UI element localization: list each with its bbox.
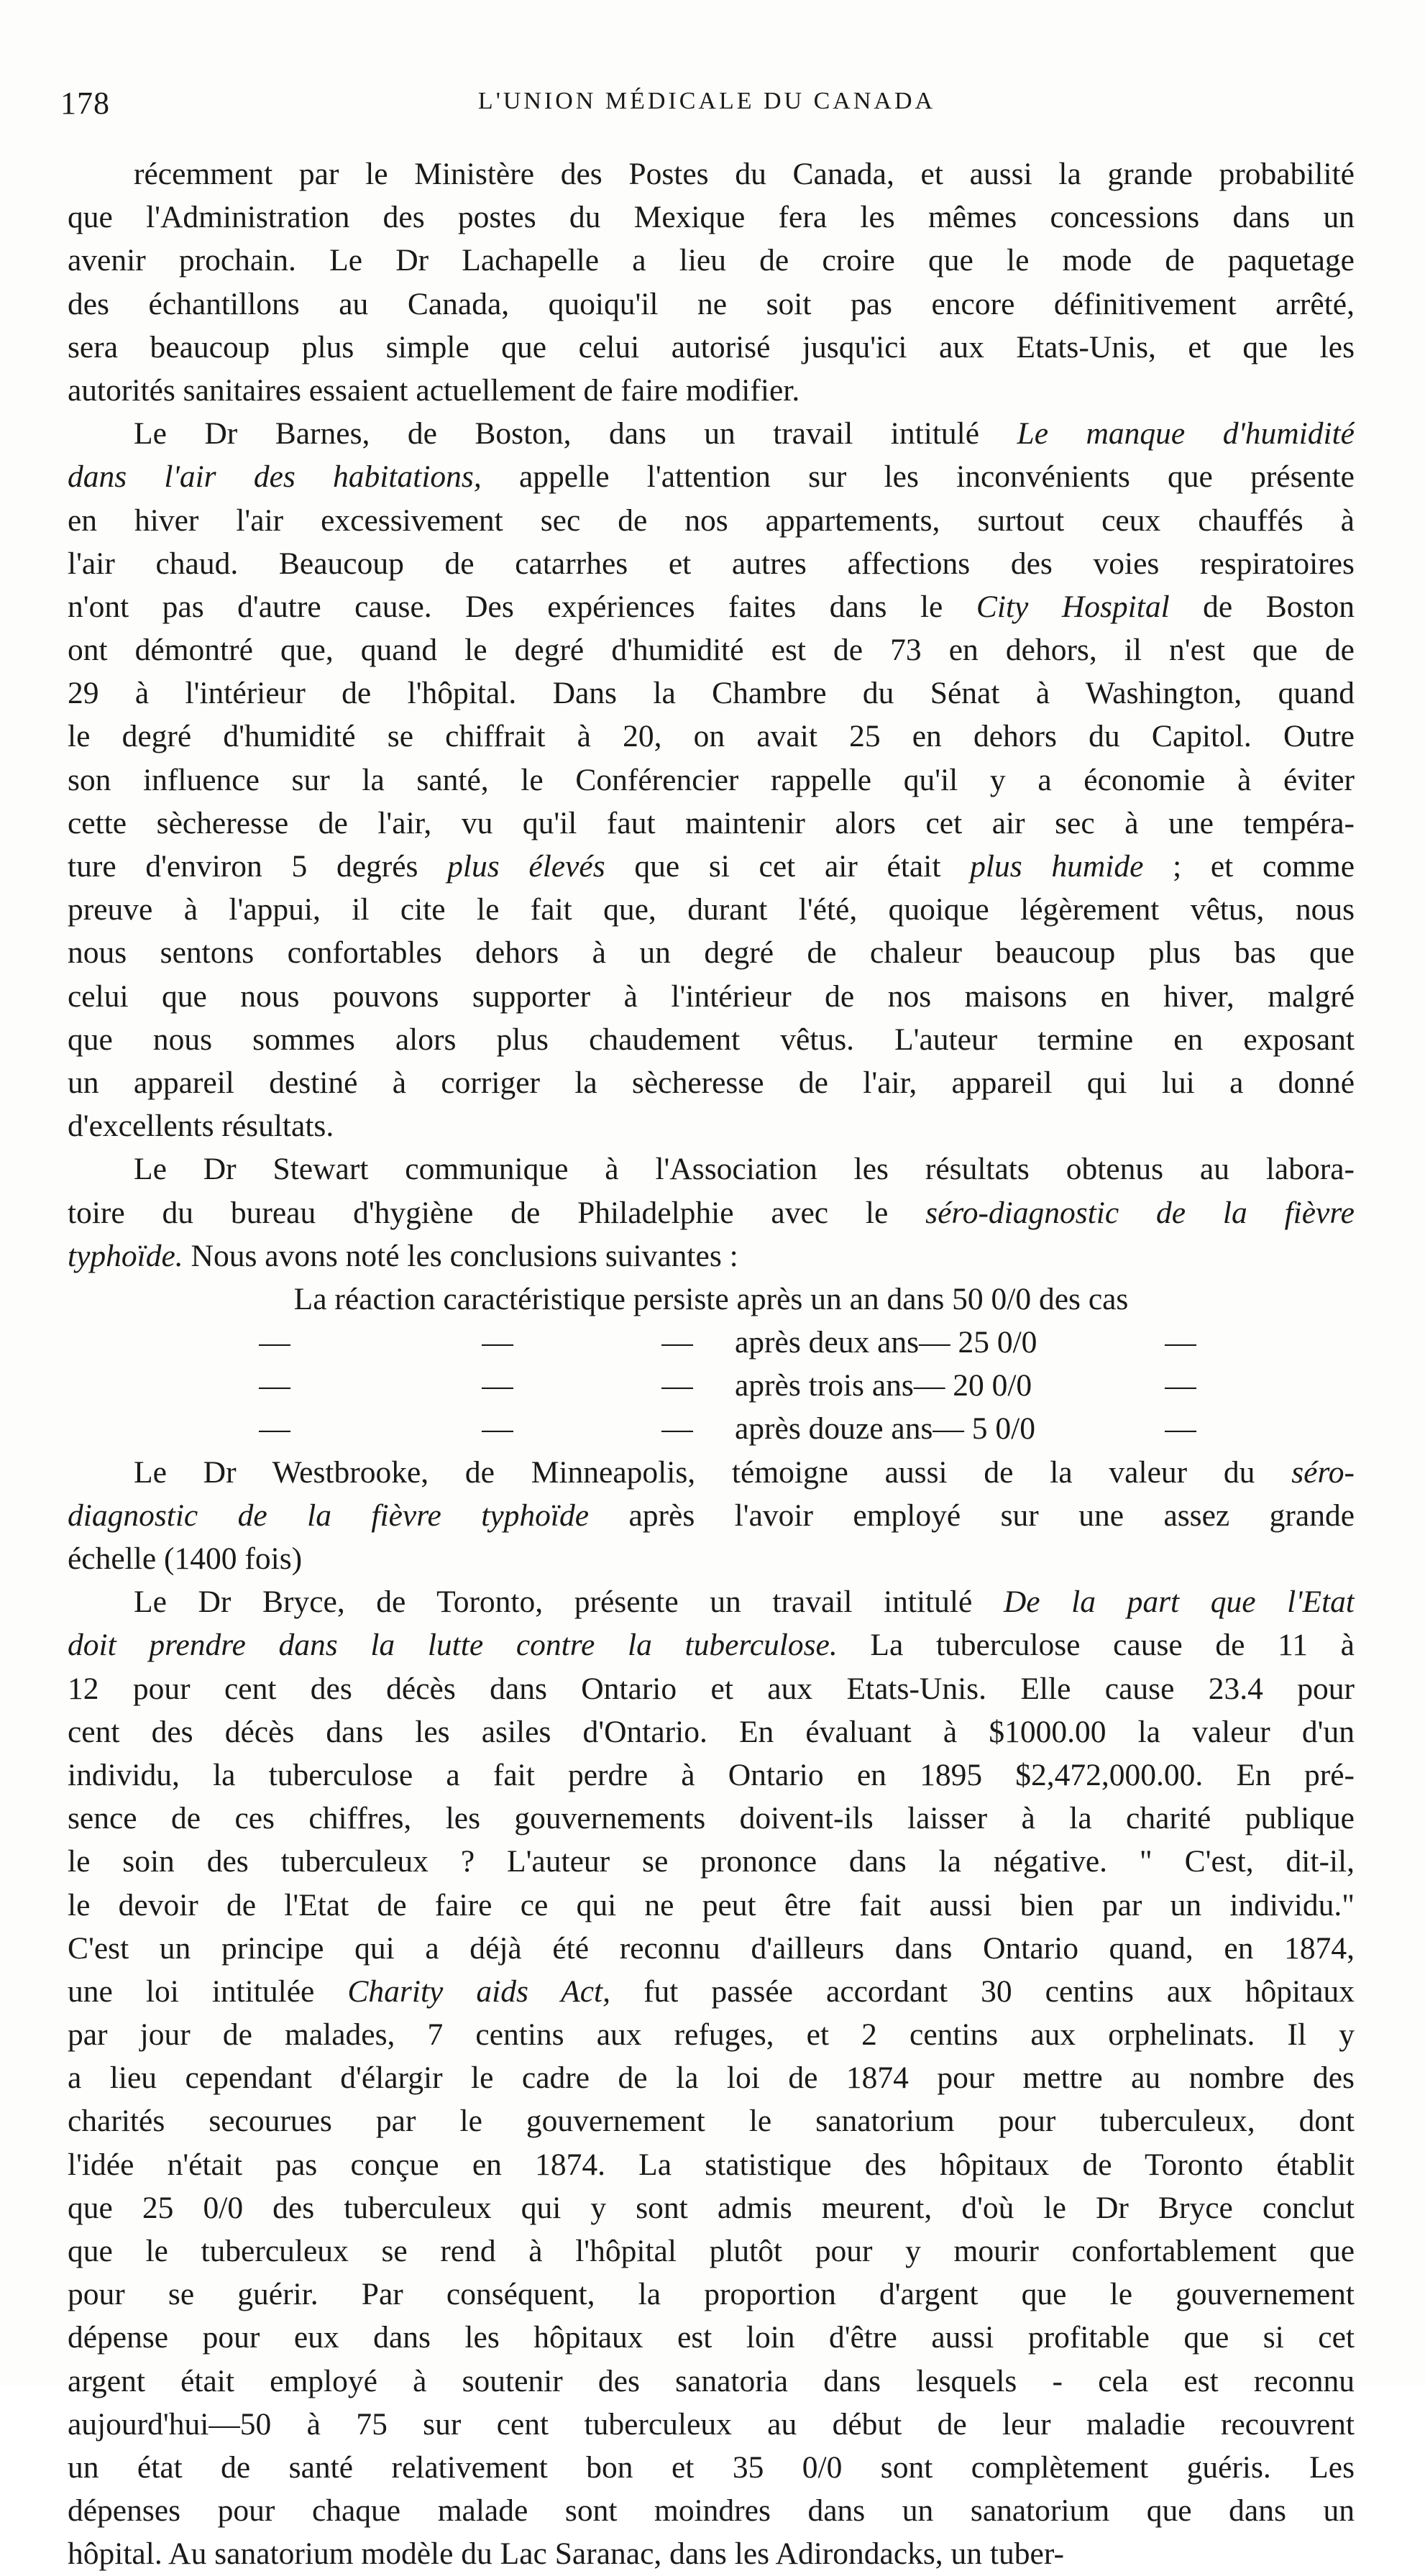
text-line: n'ont pas d'autre cause. Des expériences faites dans le City Hospital de Boston [68, 589, 1355, 624]
text-line: l'air chaud. Beaucoup de catarrhes et autres affections des voies respiratoires [68, 546, 1355, 581]
text-line: sera beaucoup plus simple que celui autorisé jusqu'ici aux Etats-Unis, et que les [68, 329, 1355, 365]
page-number: 178 [60, 86, 110, 121]
italic-title: plus élevés [447, 849, 605, 884]
text-line: Le Dr Stewart communique à l'Association les résultats obtenus au labora- [134, 1152, 1355, 1187]
text-line: autorités sanitaires essaient actuellement de faire modifier. [68, 372, 800, 408]
ditto-mark: — [1165, 1411, 1196, 1447]
running-title: L'UNION MÉDICALE DU CANADA [477, 88, 936, 114]
text-line: que le tuberculeux se rend à l'hôpital plutôt pour y mourir confortablement que [68, 2234, 1355, 2268]
ditto-mark: — [482, 1411, 513, 1447]
text-line: le soin des tuberculeux ? L'auteur se prononce dans la négative. " C'est, dit-il, [68, 1844, 1355, 1879]
text-line: ont démontré que, quand le degré d'humidité est de 73 en dehors, il n'est que de [68, 633, 1355, 668]
text-line: aujourd'hui—50 à 75 sur cent tuberculeux au début de leur maladie recouvrent [68, 2406, 1355, 2442]
ditto-mark: — [1165, 1368, 1196, 1403]
ditto-mark: — [661, 1411, 693, 1447]
italic-title: séro- [1291, 1454, 1355, 1490]
text-line: diagnostic de la fièvre typhoïde après l'avoir employé sur une assez grande [68, 1498, 1355, 1533]
italic-title: Charity aids Act, [347, 1974, 611, 2009]
text-line: nous sentons confortables dehors à un degré de chaleur beaucoup plus bas que [68, 935, 1355, 971]
text-line: avenir prochain. Le Dr Lachapelle a lieu de croire que le mode de paquetage [68, 243, 1355, 278]
text-line: doit prendre dans la lutte contre la tuberculose. La tuberculose cause de 11 à [68, 1628, 1355, 1663]
italic-title: doit prendre dans la lutte contre la tuberculose. [68, 1628, 838, 1663]
text-line: charités secourues par le gouvernement le sanatorium pour tuberculeux, dont [68, 2104, 1355, 2139]
table-first-row: La réaction caractéristique persiste après un an dans 50 0/0 des cas [293, 1281, 1129, 1316]
text-line: le devoir de l'Etat de faire ce qui ne peut être fait aussi bien par un individu." [68, 1887, 1355, 1922]
article-body [68, 152, 1355, 2576]
ditto-mark: — [661, 1368, 693, 1403]
ditto-mark: — [259, 1325, 290, 1360]
italic-title: séro-diagnostic de la fièvre [925, 1195, 1355, 1230]
text-line: typhoïde. Nous avons noté les conclusions suivantes : [68, 1238, 738, 1273]
text-line: Le Dr Barnes, de Boston, dans un travail intitulé Le manque d'humidité [134, 416, 1355, 452]
italic-title: Le manque d'humidité [1017, 416, 1355, 452]
text-line: que l'Administration des postes du Mexique fera les mêmes concessions dans un [68, 200, 1355, 235]
text-line: pour se guérir. Par conséquent, la proportion d'argent que le gouvernement [68, 2277, 1355, 2312]
ditto-mark: — [1165, 1325, 1196, 1360]
text-line: son influence sur la santé, le Conférencier rappelle qu'il y a économie à éviter [68, 762, 1355, 797]
text-line: argent était employé à soutenir des sanatoria dans lesquels - cela est reconnu [68, 2363, 1355, 2398]
table-row [68, 1407, 1355, 1450]
text-line: C'est un principe qui a déjà été reconnu d'ailleurs dans Ontario quand, en 1874, [68, 1930, 1355, 1966]
ditto-mark: — [259, 1411, 290, 1447]
text-line: des échantillons au Canada, quoiqu'il ne soit pas encore définitivement arrêté, [68, 286, 1355, 321]
text-line: Le Dr Westbrooke, de Minneapolis, témoigne aussi de la valeur du séro- [134, 1454, 1355, 1490]
text-line: dépenses pour chaque malade sont moindres dans un sanatorium que dans un [68, 2493, 1355, 2529]
paragraph [68, 1147, 1355, 1278]
italic-title: typhoïde. [68, 1238, 183, 1273]
ditto-mark: — [259, 1368, 290, 1403]
text-line: preuve à l'appui, il cite le fait que, durant l'été, quoique légèrement vêtus, nous [68, 892, 1355, 927]
text-line: échelle (1400 fois) [68, 1541, 303, 1576]
text-line: hôpital. Au sanatorium modèle du Lac Saranac, dans les Adirondacks, un tuber- [68, 2536, 1064, 2572]
ditto-mark: — [482, 1325, 513, 1360]
text-line: le degré d'humidité se chiffrait à 20, on avait 25 en dehors du Capitol. Outre [68, 719, 1355, 754]
ditto-mark: — [661, 1325, 693, 1360]
table-cell-value: après trois ans— 20 0/0 [735, 1368, 1032, 1403]
italic-title: City Hospital [976, 589, 1170, 624]
text-line: cette sècheresse de l'air, vu qu'il faut maintenir alors cet air sec à une tempéra- [68, 805, 1355, 840]
results-table [68, 1278, 1355, 1451]
text-line: sence de ces chiffres, les gouvernements doivent-ils laisser à la charité publique [68, 1801, 1355, 1836]
text-line: que nous sommes alors plus chaudement vêtus. L'auteur termine en exposant [68, 1022, 1355, 1057]
page-header [60, 85, 1353, 128]
paragraph [68, 412, 1355, 1147]
paragraph [68, 1451, 1355, 1581]
text-line: que 25 0/0 des tuberculeux qui y sont admis meurent, d'où le Dr Bryce conclut [68, 2190, 1355, 2225]
text-line: toire du bureau d'hygiène de Philadelphie avec le séro-diagnostic de la fièvre [68, 1195, 1355, 1230]
text-line: ture d'environ 5 degrés plus élevés que si cet air était plus humide ; et comme [68, 849, 1355, 884]
table-cell-value: après douze ans— 5 0/0 [735, 1411, 1035, 1447]
table-row [68, 1364, 1355, 1407]
text-line: l'idée n'était pas conçue en 1874. La statistique des hôpitaux de Toronto établit [68, 2147, 1355, 2182]
text-line: 12 pour cent des décès dans Ontario et aux Etats-Unis. Elle cause 23.4 pour [68, 1671, 1355, 1706]
text-line: récemment par le Ministère des Postes du Canada, et aussi la grande probabilité [134, 157, 1355, 191]
paragraph [68, 1580, 1355, 2575]
text-line: dépense pour eux dans les hôpitaux est loin d'être aussi profitable que si cet [68, 2320, 1355, 2355]
ditto-mark: — [482, 1368, 513, 1403]
paragraph [68, 152, 1355, 412]
text-line: dans l'air des habitations, appelle l'attention sur les inconvénients que présente [68, 459, 1355, 495]
italic-title: De la part que l'Etat [1003, 1585, 1355, 1620]
text-line: cent des décès dans les asiles d'Ontario. En évaluant à $1000.00 la valeur d'un [68, 1714, 1355, 1749]
text-line: un état de santé relativement bon et 35 0/0 sont complètement guéris. Les [68, 2449, 1355, 2485]
table-cell-value: après deux ans— 25 0/0 [735, 1325, 1037, 1360]
text-line: a lieu cependant d'élargir le cadre de la loi de 1874 pour mettre au nombre des [68, 2061, 1355, 2096]
text-line: en hiver l'air excessivement sec de nos appartements, surtout ceux chauffés à [68, 503, 1355, 538]
italic-title: dans l'air des habitations, [68, 459, 482, 495]
text-line: d'excellents résultats. [68, 1109, 334, 1144]
text-line: un appareil destiné à corriger la sècheresse de l'air, appareil qui lui a donné [68, 1065, 1355, 1100]
text-line: celui que nous pouvons supporter à l'intérieur de nos maisons en hiver, malgré [68, 978, 1355, 1014]
italic-title: diagnostic de la fièvre typhoïde [68, 1498, 590, 1533]
text-line: par jour de malades, 7 centins aux refuges, et 2 centins aux orphelinats. Il y [68, 2017, 1355, 2053]
text-line: individu, la tuberculose a fait perdre à Ontario en 1895 $2,472,000.00. En pré- [68, 1757, 1355, 1792]
table-row [68, 1321, 1355, 1364]
italic-title: plus humide [970, 849, 1144, 884]
text-line: Le Dr Bryce, de Toronto, présente un travail intitulé De la part que l'Etat [134, 1585, 1355, 1620]
text-line: une loi intitulée Charity aids Act, fut passée accordant 30 centins aux hôpitaux [68, 1974, 1355, 2009]
text-line: 29 à l'intérieur de l'hôpital. Dans la Chambre du Sénat à Washington, quand [68, 676, 1355, 711]
